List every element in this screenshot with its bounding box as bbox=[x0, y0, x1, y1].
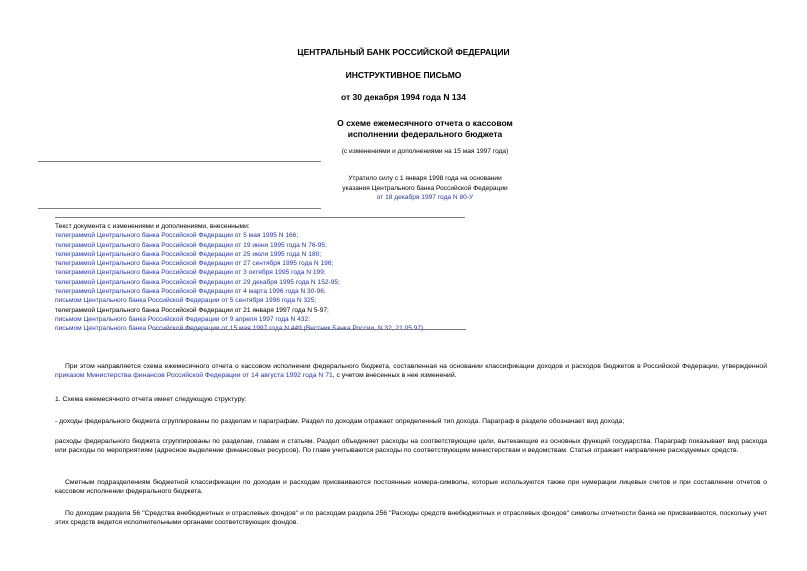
document-date-number: от 30 декабря 1994 года N 134 bbox=[340, 92, 467, 102]
change-item[interactable]: телеграммой Центрального банка Российской Федерации от 27 сентября 1995 года N 196; bbox=[55, 260, 334, 268]
paragraph-funds: По доходам раздела 56 "Средства внебюджетных и отраслевых фондов" и по расходам раздела 256 "Расходы средств внебюджетных и отраслевых фондов" символы отчетности банка не присваиваются, поскольку учет этих средств ведется исполнительными органами соответствующих фондов. bbox=[55, 510, 767, 527]
paragraph-intro-text: При этом направляется схема ежемесячного отчета о кассовом исполнении федерального бюджета, составленная на основании классификации доходов и расходов бюджетов в Российской Федерации, утвержденной bbox=[65, 363, 767, 370]
validity-link[interactable]: от 18 декабря 1997 года N 80-У bbox=[376, 194, 474, 201]
paragraph-revenues: - доходы федерального бюджета сгруппированы по разделам и параграфам. Раздел по доходам отражает определенный тип дохода. Параграф в разделе обозначает вид дохода; bbox=[55, 418, 625, 425]
divider-bottom bbox=[153, 329, 466, 330]
subject-line-2: исполнении федерального бюджета bbox=[347, 128, 503, 139]
subject-line-1: О схеме ежемесячного отчета о кассовом bbox=[337, 118, 513, 128]
divider-middle-right bbox=[55, 217, 465, 218]
validity-block bbox=[290, 174, 560, 203]
divider-top bbox=[38, 161, 321, 162]
document-type-heading: ИНСТРУКТИВНОЕ ПИСЬМО bbox=[345, 70, 462, 80]
validity-line-1: Утратило силу с 1 января 1998 года на основании bbox=[348, 175, 502, 182]
document-subject bbox=[300, 118, 550, 139]
ministry-order-link[interactable]: приказом Министерства финансов Российской Федерации от 14 августа 1992 года N 71 bbox=[55, 372, 333, 380]
change-item[interactable]: телеграммой Центрального банка Российской Федерации от 4 марта 1996 года N 30-96; bbox=[55, 288, 326, 296]
change-item[interactable]: телеграммой Центрального банка Российской Федерации от 19 июня 1995 года N 76-95; bbox=[55, 241, 327, 249]
paragraph-intro-end: , с учетом внесенных в нее изменений. bbox=[332, 372, 457, 380]
paragraph-expenses: расходы федерального бюджета сгруппированы по разделам, главам и статьям. Раздел объединяет расходы на соответствующие цели, вытекающие из основных функций государства. Параграф показывает вид расхода или расходы по мероприятиям (адресное выделение финансовых ресурсов). По главе учитываются расходы по соответствующим министерствам и ведомствам. Статья отражает направление расходуемых средств. bbox=[55, 438, 767, 455]
paragraph-intro bbox=[55, 362, 767, 381]
change-item: телеграммой Центрального банка Российской Федерации от 21 января 1997 года N 5-97; bbox=[55, 306, 329, 314]
paragraph-symbols: Сметным подразделениям бюджетной классификации по доходам и расходам присваиваются постоянные номера-символы, которые используются также при нумерации лицевых счетов и при составлении отчетов о кассовом исполнении федерального бюджета. bbox=[55, 479, 767, 496]
validity-line-2: указания Центрального банка Российской Федерации bbox=[342, 184, 508, 192]
change-item[interactable]: письмом Центрального банка Российской Федерации от 5 сентября 1996 года N 325; bbox=[55, 297, 317, 305]
change-item[interactable]: телеграммой Центрального банка Российской Федерации от 29 декабря 1995 года N 152-95; bbox=[55, 278, 340, 286]
change-item[interactable]: телеграммой Центрального банка Российской Федерации от 5 мая 1995 N 166; bbox=[55, 232, 299, 240]
change-item[interactable]: письмом Центрального банка Российской Федерации от 9 апреля 1997 года N 432; bbox=[55, 315, 310, 323]
changes-intro: Текст документа с изменениями и дополнениями, внесенными: bbox=[55, 223, 250, 230]
change-item[interactable]: телеграммой Центрального банка Российской Федерации от 25 июля 1995 года N 180; bbox=[55, 250, 322, 258]
change-item[interactable]: телеграммой Центрального банка Российской Федерации от 3 октября 1995 года N 199; bbox=[55, 269, 326, 277]
changes-list bbox=[55, 222, 525, 334]
divider-middle-left bbox=[38, 208, 321, 209]
paragraph-structure: 1. Схема ежемесячного отчета имеет следующую структуру: bbox=[55, 396, 247, 403]
change-item[interactable]: письмом Центрального банка Российской Федерации от 15 мая 1997 года N 449 (Вестник Банка России, N 32, 21.05.97). bbox=[55, 325, 426, 333]
bank-name-heading: ЦЕНТРАЛЬНЫЙ БАНК РОССИЙСКОЙ ФЕДЕРАЦИИ bbox=[297, 47, 510, 57]
amendments-note: (с изменениями и дополнениями на 15 мая 1997 года) bbox=[341, 148, 509, 155]
